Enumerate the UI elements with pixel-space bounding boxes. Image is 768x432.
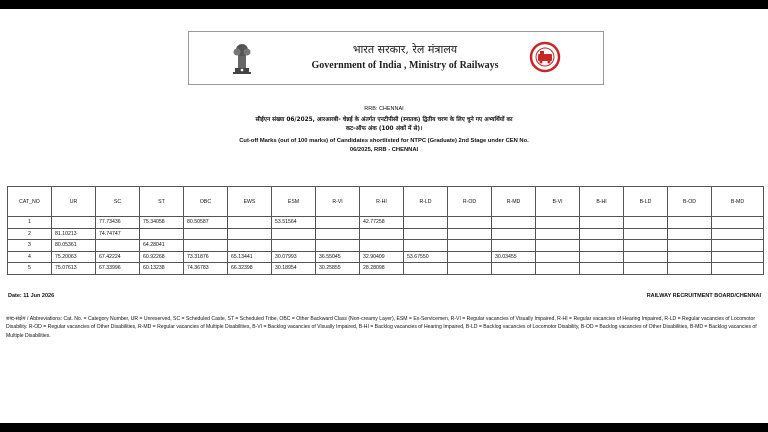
cutoff-value-cell: 60.92268 bbox=[140, 251, 184, 263]
column-header: ESM bbox=[272, 187, 316, 217]
cutoff-value-cell bbox=[316, 240, 360, 252]
column-header: CAT_NO bbox=[8, 187, 52, 217]
letterhead-english: Government of India , Ministry of Railways bbox=[311, 60, 499, 71]
table-row bbox=[8, 251, 764, 263]
cutoff-value-cell bbox=[492, 228, 536, 240]
cutoff-value-cell bbox=[580, 263, 624, 275]
title-english-line1: Cut-off Marks (out of 100 marks) of Candidates shortlisted for NTPC (Graduate) 2nd Stage under CEN No. bbox=[239, 138, 529, 144]
column-header: SC bbox=[96, 187, 140, 217]
column-header: B-MD bbox=[712, 187, 764, 217]
cutoff-value-cell: 80.50587 bbox=[184, 217, 228, 229]
column-header: ST bbox=[140, 187, 184, 217]
railways-logo-icon bbox=[529, 41, 561, 73]
cutoff-value-cell bbox=[668, 240, 712, 252]
cutoff-value-cell: 30.25855 bbox=[316, 263, 360, 275]
table-row bbox=[8, 217, 764, 229]
cutoff-value-cell bbox=[448, 263, 492, 275]
cutoff-value-cell: 65.13441 bbox=[228, 251, 272, 263]
cutoff-value-cell bbox=[624, 263, 668, 275]
cutoff-value-cell: 75.34058 bbox=[140, 217, 184, 229]
national-emblem-icon bbox=[229, 40, 255, 76]
cutoff-value-cell bbox=[624, 228, 668, 240]
cutoff-marks-table bbox=[7, 186, 764, 275]
table-row bbox=[8, 240, 764, 252]
cutoff-value-cell bbox=[448, 217, 492, 229]
cutoff-value-cell bbox=[580, 217, 624, 229]
cutoff-value-cell bbox=[668, 251, 712, 263]
cutoff-value-cell bbox=[668, 228, 712, 240]
cutoff-value-cell: 36.55045 bbox=[316, 251, 360, 263]
document-page bbox=[0, 9, 768, 423]
cutoff-value-cell bbox=[536, 240, 580, 252]
cutoff-value-cell bbox=[492, 263, 536, 275]
cutoff-value-cell: 75.07613 bbox=[52, 263, 96, 275]
title-hindi-line2: कट-ऑफ अंक (100 अंकों में से)। bbox=[345, 126, 423, 132]
category-number-cell: 4 bbox=[8, 251, 52, 263]
cutoff-value-cell bbox=[536, 228, 580, 240]
cutoff-value-cell bbox=[228, 217, 272, 229]
cutoff-value-cell bbox=[712, 217, 764, 229]
column-header: OBC bbox=[184, 187, 228, 217]
letterhead-hindi: भारत सरकार, रेल मंत्रालय bbox=[352, 43, 458, 56]
cutoff-value-cell bbox=[624, 251, 668, 263]
rrb-label: RRB: CHENNAI bbox=[364, 106, 404, 112]
cutoff-value-cell bbox=[228, 228, 272, 240]
cutoff-value-cell bbox=[96, 240, 140, 252]
abbreviations-note: शब्द-संक्षेप / Abbreviations: Cat. No. = Category Number, UR = Unreserved, SC = Scheduled Caste, ST = Scheduled Tribe, OBC = Other Backward Class (Non-creamy Layer), ESM = Ex-Servicemen, R-VI = Regular vacancies of Visually Impaired, R-HI = Regular vacancies of Hearing Impaired, R-LD = Regular vacancies of Locomotor Disability. R-OD = Regular vacancies of Other Disabilities, R-MD = Regular vacancies of Multiple Disabilities, B-VI = Backlog vacancies of Visually Impaired, B-HI = Backlog vacancies of Hearing Impaired, B-LD = Backlog vacancies of Locomotor Disability, B-OD = Backlog vacancies of Other Disabilities, B-MD = Backlog vacancies of Multiple Disabilities. bbox=[6, 316, 757, 339]
table-row bbox=[8, 263, 764, 275]
cutoff-value-cell bbox=[712, 228, 764, 240]
cutoff-value-cell bbox=[404, 228, 448, 240]
cutoff-value-cell bbox=[448, 240, 492, 252]
cutoff-value-cell: 30.07993 bbox=[272, 251, 316, 263]
cutoff-value-cell bbox=[228, 240, 272, 252]
notice-date: Date: 11 Jun 2026 bbox=[8, 293, 55, 299]
cutoff-value-cell bbox=[272, 228, 316, 240]
column-header: R-LD bbox=[404, 187, 448, 217]
column-header: UR bbox=[52, 187, 96, 217]
cutoff-value-cell bbox=[712, 263, 764, 275]
cutoff-value-cell: 30.03455 bbox=[492, 251, 536, 263]
cutoff-value-cell bbox=[140, 228, 184, 240]
cutoff-value-cell bbox=[536, 263, 580, 275]
cutoff-value-cell bbox=[360, 240, 404, 252]
cutoff-value-cell: 30.18954 bbox=[272, 263, 316, 275]
cutoff-value-cell: 67.33996 bbox=[96, 263, 140, 275]
cutoff-value-cell bbox=[404, 217, 448, 229]
cutoff-value-cell bbox=[316, 217, 360, 229]
cutoff-value-cell bbox=[448, 251, 492, 263]
cutoff-value-cell bbox=[272, 240, 316, 252]
category-number-cell: 5 bbox=[8, 263, 52, 275]
notice-title bbox=[150, 106, 618, 155]
column-header: B-LD bbox=[624, 187, 668, 217]
cutoff-value-cell bbox=[668, 263, 712, 275]
column-header: EWS bbox=[228, 187, 272, 217]
cutoff-value-cell bbox=[316, 228, 360, 240]
title-english-line2: 06/2025, RRB - CHENNAI bbox=[349, 147, 419, 153]
cutoff-value-cell bbox=[668, 217, 712, 229]
issuing-board: RAILWAY RECRUITMENT BOARD/CHENNAI bbox=[646, 293, 761, 299]
column-header: R-VI bbox=[316, 187, 360, 217]
cutoff-value-cell bbox=[536, 251, 580, 263]
column-header: B-OD bbox=[668, 187, 712, 217]
cutoff-value-cell: 32.90409 bbox=[360, 251, 404, 263]
cutoff-value-cell: 28.28098 bbox=[360, 263, 404, 275]
category-number-cell: 1 bbox=[8, 217, 52, 229]
cutoff-value-cell bbox=[184, 228, 228, 240]
title-hindi-line1: सीईएन संख्या 06/2025, आरआरबी- चेन्नई के अंतर्गत एनटीपीसी (स्नातक) द्वितीय चरण के लिए चुने गए अभ्यर्थियों का bbox=[255, 117, 513, 123]
cutoff-value-cell: 60.13238 bbox=[140, 263, 184, 275]
cutoff-value-cell bbox=[492, 217, 536, 229]
cutoff-value-cell bbox=[360, 228, 404, 240]
cutoff-value-cell bbox=[52, 217, 96, 229]
table-header-row bbox=[8, 187, 764, 217]
category-number-cell: 2 bbox=[8, 228, 52, 240]
cutoff-value-cell bbox=[404, 263, 448, 275]
cutoff-value-cell: 53.67550 bbox=[404, 251, 448, 263]
cutoff-value-cell bbox=[712, 240, 764, 252]
cutoff-value-cell bbox=[404, 240, 448, 252]
category-number-cell: 3 bbox=[8, 240, 52, 252]
cutoff-value-cell bbox=[580, 251, 624, 263]
cutoff-value-cell: 80.05361 bbox=[52, 240, 96, 252]
cutoff-value-cell bbox=[712, 251, 764, 263]
cutoff-value-cell: 42.77258 bbox=[360, 217, 404, 229]
cutoff-value-cell: 74.74747 bbox=[96, 228, 140, 240]
column-header: B-HI bbox=[580, 187, 624, 217]
letterhead bbox=[188, 31, 604, 85]
cutoff-value-cell bbox=[580, 228, 624, 240]
cutoff-value-cell: 77.73436 bbox=[96, 217, 140, 229]
column-header: R-OD bbox=[448, 187, 492, 217]
cutoff-value-cell bbox=[184, 240, 228, 252]
cutoff-value-cell bbox=[536, 217, 580, 229]
cutoff-value-cell bbox=[624, 217, 668, 229]
column-header: B-VI bbox=[536, 187, 580, 217]
column-header: R-HI bbox=[360, 187, 404, 217]
cutoff-value-cell: 73.31876 bbox=[184, 251, 228, 263]
cutoff-value-cell: 74.36783 bbox=[184, 263, 228, 275]
cutoff-value-cell bbox=[492, 240, 536, 252]
cutoff-value-cell bbox=[580, 240, 624, 252]
cutoff-value-cell: 64.28041 bbox=[140, 240, 184, 252]
cutoff-value-cell: 81.10213 bbox=[52, 228, 96, 240]
column-header: R-MD bbox=[492, 187, 536, 217]
cutoff-value-cell: 53.51564 bbox=[272, 217, 316, 229]
cutoff-value-cell bbox=[448, 228, 492, 240]
cutoff-value-cell: 66.32398 bbox=[228, 263, 272, 275]
table-row bbox=[8, 228, 764, 240]
cutoff-value-cell: 75.20063 bbox=[52, 251, 96, 263]
cutoff-value-cell: 67.42224 bbox=[96, 251, 140, 263]
cutoff-value-cell bbox=[624, 240, 668, 252]
